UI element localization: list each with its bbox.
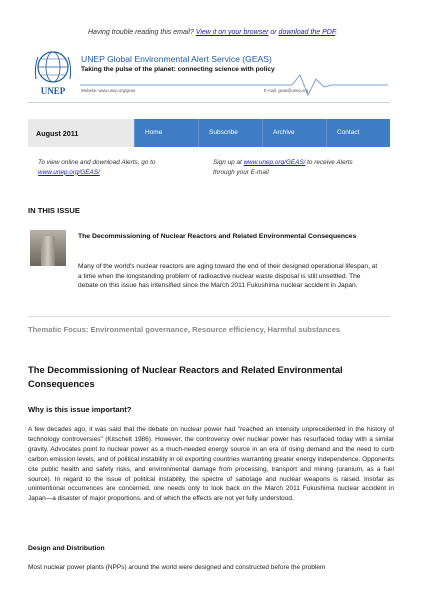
trouble-reading-note bbox=[0, 29, 424, 36]
design-distribution-heading: Design and Distribution bbox=[28, 545, 105, 552]
banner-subtitle: Taking the pulse of the planet: connecting science with policy bbox=[81, 66, 275, 73]
geas-alerts-link[interactable]: www.unep.org/GEAS/ bbox=[38, 168, 100, 176]
issue-summary: Many of the world's nuclear reactors are aging toward the end of their designed operational lifespan, at a time when the longstanding problem of radioactive nuclear waste disposal is still unsettled. The debate on this issue has intensified since the March 2011 Fukushima nuclear accident in Japan. bbox=[78, 263, 378, 290]
thematic-focus: Thematic Focus: Environmental governance, Resource efficiency, Harmful substances bbox=[28, 325, 341, 334]
cooling-tower-shape bbox=[41, 236, 55, 266]
view-online-text: To view online and download Alerts, go to bbox=[38, 159, 156, 166]
section-divider bbox=[28, 316, 390, 317]
signup-link[interactable]: www.unep.org/GEAS/ bbox=[243, 159, 306, 166]
why-important-heading: Why is this issue important? bbox=[28, 405, 132, 414]
nav-bar bbox=[28, 119, 390, 147]
article-paragraph-2: Most nuclear power plants (NPPs) around the world were designed and constructed before the problem bbox=[28, 564, 326, 571]
download-pdf-link[interactable]: download the PDF bbox=[278, 29, 336, 36]
nav-archive[interactable]: Archive bbox=[262, 119, 326, 147]
note-prefix: Having trouble reading this email? bbox=[88, 29, 196, 36]
note-suffix: . bbox=[335, 29, 338, 36]
signup-suffix: to receive Alerts through your E-mail bbox=[213, 159, 353, 176]
note-middle: or bbox=[268, 29, 279, 36]
in-this-issue-heading: IN THIS ISSUE bbox=[28, 206, 80, 215]
nuclear-reactor-thumbnail[interactable] bbox=[30, 230, 66, 266]
heartbeat-line-icon bbox=[80, 73, 388, 97]
article-paragraph-1: A few decades ago, it was said that the debate on nuclear power had "reached an intensity unprecedented in the history of technology controversies" (Kitschelt 1986). However, the controversy over nuclear power has resurfaced today with a similar gravity. Advocates point to nuclear power as a much-needed energy source in an era of rising demand and the need to curb carbon emission levels, and of political instability in oil exporting countries warranting greater energy independence. Opponents cite public health and safety risks, and environmental damage from processing, transport and mining (uranium, as a fuel source). In regard to the issue of political instability, the spectre of sabotage and nuclear weapons is raised. Insofar as unintentional occurrences are concerned, one needs only to look back on the March 2011 Fukushima nuclear accident in Japan—a disaster of major proportions, and of which the effects are not yet fully understood. bbox=[28, 426, 394, 503]
banner-email: E-mail: geas@unep.org bbox=[264, 88, 309, 93]
issue-date: August 2011 bbox=[28, 119, 134, 147]
unep-logo bbox=[32, 49, 74, 97]
view-online-info bbox=[38, 158, 188, 177]
nav-home[interactable]: Home bbox=[134, 119, 198, 147]
article-title: The Decommissioning of Nuclear Reactors and Related Environmental Consequences bbox=[28, 364, 343, 389]
issue-title[interactable]: The Decommissioning of Nuclear Reactors and Related Environmental Consequences bbox=[78, 233, 357, 240]
banner-title: UNEP Global Environmental Alert Service (GEAS) bbox=[81, 54, 272, 64]
geas-banner bbox=[28, 45, 390, 103]
view-in-browser-link[interactable]: View it on your browser bbox=[195, 29, 269, 36]
nav-subscribe[interactable]: Subscribe bbox=[198, 119, 262, 147]
unep-logo-text: UNEP bbox=[40, 86, 66, 96]
nav-contact[interactable]: Contact bbox=[326, 119, 390, 147]
banner-website: Website: www.unep.org/geas bbox=[81, 88, 136, 93]
signup-info bbox=[213, 158, 363, 177]
signup-prefix: Sign up at bbox=[213, 159, 244, 166]
